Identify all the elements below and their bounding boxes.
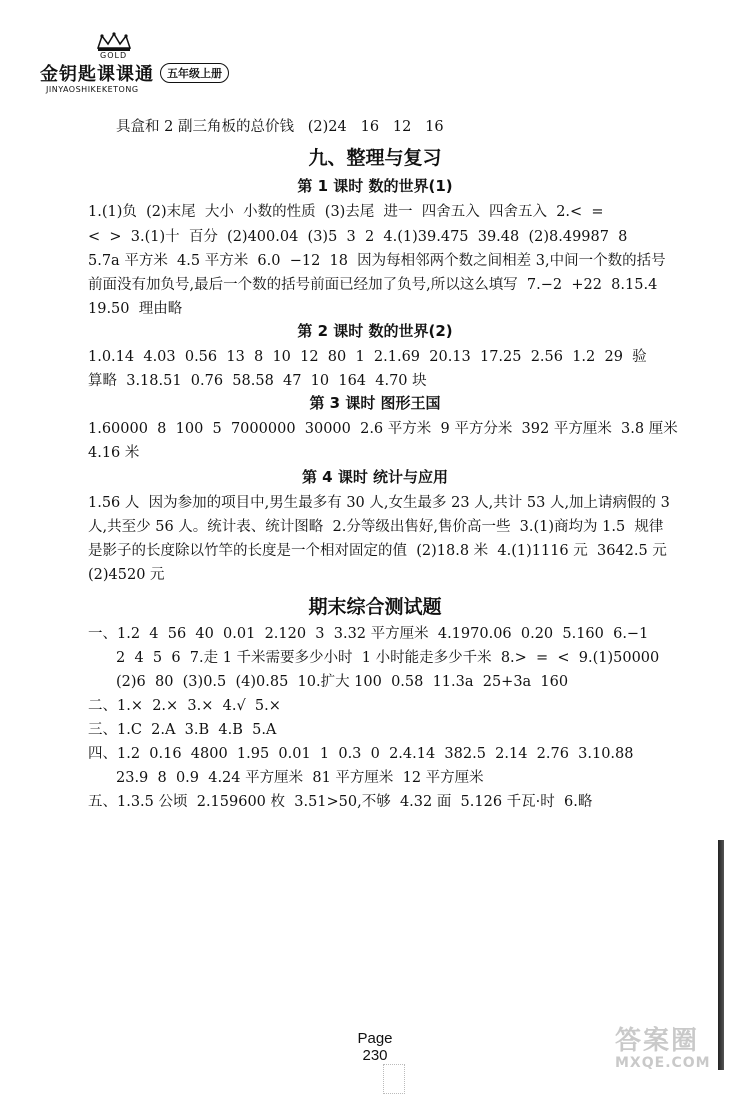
answer-line: < > 3.(1)十 百分 (2)400.04 (3)5 3 2 4.(1)39.475 39.48 (2)8.49987 8 — [88, 229, 628, 245]
binding-edge — [718, 840, 724, 1070]
answer-line: 5.7a 平方米 4.5 平方米 6.0 −12 18 因为每相邻两个数之间相差 3,中间一个数的括号 — [88, 253, 666, 269]
watermark-top: 答案圈 — [615, 1026, 700, 1056]
exam-title: 期末综合测试题 — [308, 596, 442, 618]
answer-line: 算略 3.18.51 0.76 58.58 47 10 164 4.70 块 — [88, 373, 427, 389]
answer-line: 1.56 人 因为参加的项目中,男生最多有 30 人,女生最多 23 人,共计 53 人,加上请病假的 3 — [88, 495, 670, 511]
footer-stamp — [383, 1064, 405, 1094]
answer-line: 人,共至少 56 人。统计表、统计图略 2.分等级出售好,售价高一些 3.(1)商均为 1.5 规律 — [88, 519, 664, 535]
answer-line: 1.60000 8 100 5 7000000 30000 2.6 平方米 9 平方分米 392 平方厘米 3.8 厘米 — [88, 421, 678, 437]
publisher-logo — [40, 32, 270, 102]
lesson-title: 第 2 课时 数的世界(2) — [297, 322, 453, 340]
intro-line: 具盒和 2 副三角板的总价钱 (2)24 16 12 16 — [116, 119, 444, 135]
answer-line: 23.9 8 0.9 4.24 平方厘米 81 平方厘米 12 平方厘米 — [116, 770, 484, 786]
logo-title: 金钥匙课课通 — [40, 64, 154, 85]
answer-line: 一、1.2 4 56 40 0.01 2.120 3 3.32 平方厘米 4.1970.06 0.20 5.160 6.−1 — [88, 626, 649, 642]
section-title: 九、整理与复习 — [308, 147, 442, 169]
page-label: Page — [357, 1030, 393, 1047]
answer-line: 19.50 理由略 — [88, 301, 183, 317]
watermark — [615, 1020, 711, 1071]
answer-line: 4.16 米 — [88, 445, 140, 461]
answer-line: (2)6 80 (3)0.5 (4)0.85 10.扩大 100 0.58 11.3a 25+3a 160 — [116, 674, 569, 690]
crown-icon — [94, 32, 134, 52]
lesson-title: 第 1 课时 数的世界(1) — [297, 177, 453, 195]
answer-line: 三、1.C 2.A 3.B 4.B 5.A — [88, 722, 277, 738]
logo-gold-text: GOLD — [100, 51, 128, 60]
grade-badge: 五年级上册 — [160, 63, 229, 83]
answer-line: 2 4 5 6 7.走 1 千米需要多少小时 1 小时能走多少千米 8.> = < 9.(1)50000 — [116, 650, 660, 666]
logo-subtitle: JINYAOSHIKEKETONG — [46, 85, 139, 94]
answer-line: 1.(1)负 (2)末尾 大小 小数的性质 (3)去尾 进一 四舍五入 四舍五入 2.< = — [88, 204, 604, 220]
page-number: 230 — [362, 1047, 388, 1064]
answer-line: 前面没有加负号,最后一个数的括号前面已经加了负号,所以这么填写 7.−2 +22 8.15.4 — [88, 277, 658, 293]
answer-line: 五、1.3.5 公顷 2.159600 枚 3.51>50,不够 4.32 面 5.126 千瓦·时 6.略 — [88, 794, 593, 810]
answer-line: 是影子的长度除以竹竿的长度是一个相对固定的值 (2)18.8 米 4.(1)1116 元 3642.5 元 — [88, 543, 667, 559]
answer-line: 四、1.2 0.16 4800 1.95 0.01 1 0.3 0 2.4.14 382.5 2.14 2.76 3.10.88 — [88, 746, 634, 762]
answer-line: (2)4520 元 — [88, 567, 165, 583]
lesson-title: 第 4 课时 统计与应用 — [301, 468, 449, 486]
lesson-title: 第 3 课时 图形王国 — [309, 394, 441, 412]
answer-line: 二、1.× 2.× 3.× 4.√ 5.× — [88, 698, 281, 714]
watermark-bottom: MXQE.COM — [615, 1055, 711, 1071]
answer-line: 1.0.14 4.03 0.56 13 8 10 12 80 1 2.1.69 20.13 17.25 2.56 1.2 29 验 — [88, 349, 647, 365]
